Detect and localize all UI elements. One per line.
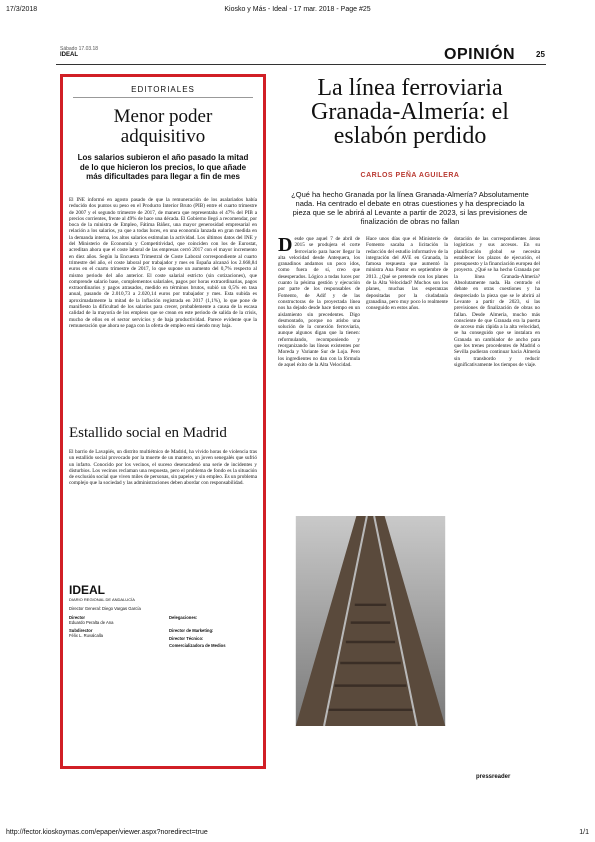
article-column-1-text: esde que aquel 7 de abril de 2015 se produjera el corte ferroviario para hacer llegar la alta velocidad desde Antequera, los granadinos andamos un poco idos, como fuera de sí, creo que desesperados. Lógico a todas luces por cuanto la pésima gestión y ejecución por parte de los responsables de Fomento, de Adif y de las constructoras de la proyectada línea nos ha dejado desde hace tiempo en un aislamiento sin precedentes. Digo desmontado, porque no atisbo una solución de la conexión ferroviaria, aunque algunos digan que la tienen: reformulando, recomponiendo y reorganizando las líneas existentes por Moreda y Variante Sur de Loja. Pero los ingredientes no dan con la fórmula de aquel éxito de la Alta Velocidad. (278, 236, 360, 368)
editorial-title-1: Menor poder adquisitivo (113, 106, 213, 147)
editorial-box (60, 74, 266, 769)
print-date: 17/3/2018 (6, 6, 38, 13)
browser-top-bar (0, 0, 595, 20)
editorial-body-1: El INE informó en agosto pasado de que la remuneración de los asalariados había reducido dos puntos su peso en el Producto Interior Bruto (PIB) entre el cuarto trimestre de 2007 y el segundo trimestre de 2017, de manera que representaba el 47% del PIB a precios corrientes, frente al 49% de hace una década. El Gobierno llegó a recomendar, por boca de la ministra de Empleo, Fátima Báñez, una mayor generosidad empresarial en relación a los salarios, ya que a todas luces, en una economía lanzada en gran medida en la demanda interna, los altos salarios estimulan la actividad. Los últimos datos del INE y del Ministerio de Economía y Competitividad, que coinciden con los de Eurostat, acreditan ahora que el coste laboral de las empresas cerró 2017 con el mayor incremento en diez años. Según la Encuesta Trimestral de Coste Laboral correspondiente al cuarto trimestre del año, el coste laboral por trabajador y mes en España alcanzó los 2.668,84 euros en el cuarto trimestre de 2017, lo que supone un aumento del 0,7% respecto al mismo periodo del año anterior. El coste salarial estricto (sin cotizaciones), que comprende salario base, complementos salariales, pagos por horas extraordinarias, pagos extraordinarios y pagos atrasados, medido en términos brutos, subió un 0,5% en tasa anual, pasando de 2.010,73 a 2.020,14 euros por trabajador y mes. Esta subida es aproximadamente la mitad de la inflación registrada en 2017 (1,1%), lo que pone de manifiesto la dificultad de los salarios para crecer, probablemente a causa de la escasa calidad de la mayoría de los empleos que se crean en este periodo de salida de la crisis, mucho de ellos en el sector servicios y de baja productividad. Parece evidente que la remuneración que ahora se paga con la oferta de empleo está siendo muy baja. (69, 197, 257, 329)
article-headline: La línea ferroviaria Granada-Almería: el eslabón perdido (311, 75, 509, 149)
section-title: OPINIÓN (444, 46, 516, 63)
subdirector-name: Félix L. Ruvalcalla (69, 632, 103, 638)
pressreader-logo: pressreader (476, 774, 511, 780)
drop-cap: D (278, 236, 293, 256)
paper-logo-sub: DIARIO REGIONAL DE ANDALUCÍA (69, 597, 135, 602)
subdirector-label: Subdirector (69, 627, 93, 633)
print-title: Kiosko y Más - Ideal - 17 mar. 2018 - Page #25 (224, 6, 371, 13)
railway-track-photo (278, 516, 463, 726)
paper-name: IDEAL (60, 52, 78, 58)
newspaper-page (56, 26, 546, 816)
print-page-count: 1/1 (579, 829, 589, 836)
issue-date: Sábado 17.03.18 (60, 46, 99, 52)
tecnico-label: Director Técnico: (169, 635, 204, 641)
director-name: Eduardo Peralta de Ana (69, 620, 114, 626)
browser-footer (0, 824, 595, 842)
editorial-deck-1: Los salarios subieron el año pasado la mitad de lo que hicieron los precios, lo que añade más dificultades para llegar a fin de mes (77, 153, 249, 181)
director-general: Director General: Diego Vargas García (69, 606, 141, 611)
editorial-body-2: El barrio de Lavapiés, un distrito multiétnico de Madrid, ha vivido horas de violencia tras un estallido social provocado por la muerte de un mantero, un joven senegalés que sufrió un infarto. Conocido por los vecinos, el suceso desencadenó una serie de incidentes y disturbios. Los vecinos reclaman una respuesta, pero el problema de fondo es la situación de exclusión social que viven miles de personas, sin papeles y sin empleo. Es un problema complejo que la sociedad y las administraciones deben abordar con responsabilidad. (69, 449, 257, 487)
print-url: http://fector.kioskoymas.com/epaper/viewer.aspx?noredirect=true (6, 829, 208, 836)
comercializadora-label: Comercializadora de Medios (169, 642, 226, 648)
editorial-title-2: Estallido social en Madrid (69, 425, 227, 441)
masthead (56, 26, 546, 66)
paper-logo: IDEAL (69, 583, 105, 597)
editorial-kicker: EDITORIALES (131, 85, 195, 94)
kicker-rule (73, 97, 253, 98)
director-label: Director (69, 615, 86, 621)
marketing-label: Director de Marketing: (169, 628, 214, 634)
article-column-2: Hace unos días que el Ministerio de Fomento sacaba a licitación la redacción del estudio informativo de la integración del AVE en Granada, la famosa respuesta que aumentó la ministra Ana Pastor en septiembre de 2013. ¿Qué se pretende con los planes de la Alta Velocidad? Muchos son los planes, muchas las esperanzas depositadas por la ciudadanía granadina, pero muy poco lo realmente conseguido en estos años. (366, 236, 448, 312)
article-byline: CARLOS PEÑA AGUILERA (360, 172, 460, 179)
delegaciones-label: Delegaciones: (169, 615, 198, 621)
article-column-1 (278, 236, 360, 556)
masthead-rule (56, 64, 546, 65)
page-number: 25 (536, 50, 545, 59)
staff-box (69, 583, 259, 648)
article-column-3: dotación de las correspondientes áreas logísticas y sus accesos. En su planificación global se necesita establecer los plazos de ejecución, el presupuesto y la financiación europea del proyecto. ¿Qué se ha hecho Granada por la línea Granada-Almería? Absolutamente nada. Ha centrado el debate en otras cuestiones y ha despreciado la pieza que se le abrirá al Levante a partir de 2023, si las previsiones de finalización de obras no fallan. Desde Almería, mucho más consciente de que Granada era la puerta de acceso más rápida a la alta velocidad, se ha conseguido que se instalara en Granada un cambiador de ancho para que los trenes procedentes de Madrid o Sevilla pudieran continuar hacia Almería sin transbordo y reducir significativamente los tiempos de viaje. (454, 236, 540, 368)
article-subhead: ¿Qué ha hecho Granada por la línea Granada-Almería? Absolutamente nada. Ha centrado el debate en otras cuestiones y ha despreciado la pieza que se le abrirá al Levante a partir de 2023, si las previsiones de finalización de obras no fallan (291, 190, 529, 226)
